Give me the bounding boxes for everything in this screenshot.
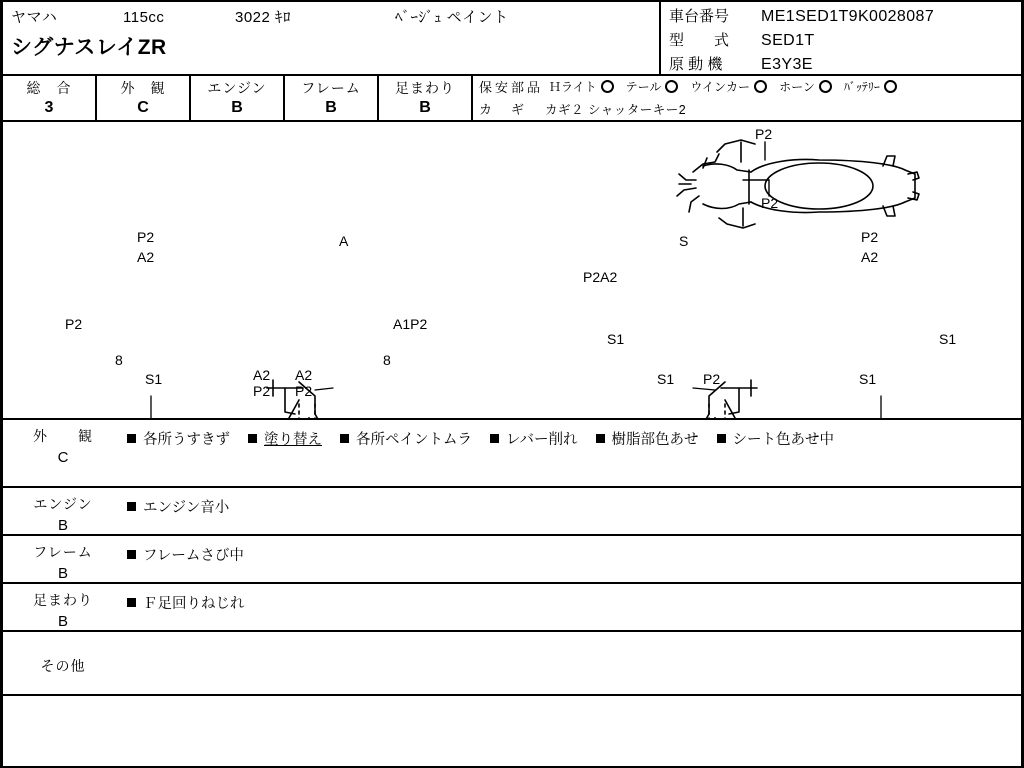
note-row-frame xyxy=(3,536,1021,584)
bullet-square-icon xyxy=(717,434,726,443)
bullet-square-icon xyxy=(127,434,136,443)
note-item-text: レバー削れ xyxy=(506,432,578,448)
note-body-frame xyxy=(123,536,1021,582)
safety-equipment-label: 保安部品 xyxy=(479,80,544,95)
grade-overall-label: 総 合 xyxy=(26,80,72,96)
grade-suspension xyxy=(379,76,473,120)
circle-ok-icon xyxy=(819,80,832,93)
note-item xyxy=(127,592,245,613)
note-row-engine xyxy=(3,488,1021,536)
bullet-square-icon xyxy=(340,434,349,443)
note-category-suspension xyxy=(3,584,123,630)
damage-diagram xyxy=(3,122,1021,420)
header-top-line xyxy=(11,6,659,27)
model-name: シグナスレイZR xyxy=(11,36,167,59)
diagram-label-left-s1: S1 xyxy=(145,371,163,387)
note-blank-body xyxy=(123,696,1021,752)
note-category-appearance xyxy=(3,420,123,486)
note-row-blank xyxy=(3,696,1021,752)
note-body-engine xyxy=(123,488,1021,534)
note-category-other-label: その他 xyxy=(40,658,86,674)
grade-appearance xyxy=(97,76,191,120)
diagram-label-left-a2-mid: A2 xyxy=(253,367,271,383)
grade-frame xyxy=(285,76,379,120)
note-category-engine-label: エンジン xyxy=(33,496,93,512)
note-item-text: 塗り替え xyxy=(264,432,322,448)
bullet-square-icon xyxy=(248,434,257,443)
grade-suspension-label: 足まわり xyxy=(395,80,455,96)
note-row-other xyxy=(3,632,1021,696)
note-item-text: フレームさび中 xyxy=(143,548,244,564)
diagram-label-right-s1-fw: S1 xyxy=(657,371,675,387)
diagram-label-left-a1p2: A1P2 xyxy=(393,316,428,332)
engine-label: 原 動 機 xyxy=(669,56,723,73)
diagram-label-left-rear-p2: P2 xyxy=(65,316,83,332)
note-blank-spacer xyxy=(3,696,123,752)
key-line xyxy=(479,99,1021,118)
grade-frame-label: フレーム xyxy=(301,80,361,96)
engine-value: E3Y3E xyxy=(761,56,813,73)
chassis-number-value: ME1SED1T9K0028087 xyxy=(761,8,935,25)
grade-overall xyxy=(3,76,97,120)
circle-ok-icon xyxy=(754,80,767,93)
diagram-right-side-view xyxy=(643,380,931,418)
grade-engine xyxy=(191,76,285,120)
bullet-square-icon xyxy=(127,502,136,511)
damage-diagram-svg xyxy=(3,122,1021,418)
diagram-label-right-a2: A2 xyxy=(861,249,879,265)
note-body-other xyxy=(123,632,1021,694)
note-body-appearance xyxy=(123,420,1021,486)
safety-item-headlight-label: Ｈライト xyxy=(549,80,597,94)
note-category-appearance-label: 外 観 xyxy=(33,428,93,444)
note-row-appearance xyxy=(3,420,1021,488)
type-value: SED1T xyxy=(761,32,815,49)
safety-equipment-line xyxy=(479,77,1021,96)
engine-row xyxy=(669,53,1021,74)
note-category-engine-grade: B xyxy=(57,517,68,534)
diagram-label-right-p2a2: P2A2 xyxy=(583,269,618,285)
bullet-square-icon xyxy=(127,598,136,607)
diagram-left-side-view xyxy=(93,380,381,418)
grade-overall-value: 3 xyxy=(44,99,54,116)
safety-item-winker-label: ウインカー xyxy=(690,80,751,94)
bullet-square-icon xyxy=(596,434,605,443)
note-item xyxy=(596,428,699,449)
note-item xyxy=(717,428,835,449)
note-item xyxy=(340,428,472,449)
diagram-label-left-a2: A2 xyxy=(137,249,155,265)
header-vehicle-info xyxy=(3,2,661,74)
type-label: 型 式 xyxy=(669,32,730,49)
chassis-number-label: 車台番号 xyxy=(669,8,730,25)
circle-ok-icon xyxy=(601,80,614,93)
maker-name: ヤマハ xyxy=(11,9,58,26)
note-category-engine xyxy=(3,488,123,534)
key-value: カギ２ シャッターキー2 xyxy=(545,102,687,117)
grade-suspension-value: B xyxy=(419,99,431,116)
bullet-square-icon xyxy=(490,434,499,443)
diagram-label-right-s1-front: S1 xyxy=(607,331,625,347)
chassis-number-row xyxy=(669,5,1021,26)
note-item xyxy=(127,496,229,517)
note-category-frame-grade: B xyxy=(57,565,68,582)
note-item-text: 各所うすきず xyxy=(143,432,230,448)
diagram-top-view xyxy=(677,140,919,228)
bullet-square-icon xyxy=(127,550,136,559)
note-item-text: シート色あせ中 xyxy=(732,432,834,448)
circle-ok-icon xyxy=(884,80,897,93)
note-body-suspension xyxy=(123,584,1021,630)
safety-item-taillight xyxy=(626,78,691,95)
grade-appearance-label: 外 観 xyxy=(120,80,166,96)
diagram-label-left-p2-front: P2 xyxy=(295,383,313,399)
diagram-label-top-p2-lower: P2 xyxy=(761,195,779,211)
safety-item-battery-label: ﾊﾞｯﾃﾘｰ xyxy=(843,80,880,94)
grades-row xyxy=(3,76,1021,122)
safety-item-horn-label: ホーン xyxy=(779,80,815,94)
mileage: 3022 ｷﾛ xyxy=(235,9,292,26)
type-row xyxy=(669,29,1021,50)
safety-equipment-items xyxy=(549,78,909,95)
note-category-other xyxy=(3,632,123,694)
note-item-text: エンジン音小 xyxy=(143,500,230,516)
note-item xyxy=(127,544,244,565)
header-identification xyxy=(661,2,1021,74)
safety-item-taillight-label: テール xyxy=(625,80,662,94)
grade-appearance-value: C xyxy=(137,99,149,116)
note-category-frame xyxy=(3,536,123,582)
note-row-suspension xyxy=(3,584,1021,632)
grade-engine-value: B xyxy=(231,99,243,116)
diagram-label-left-8-rear: 8 xyxy=(115,352,123,368)
grade-frame-value: B xyxy=(325,99,337,116)
notes-section xyxy=(3,420,1021,752)
note-item-text: 各所ペイントムラ xyxy=(356,432,472,448)
safety-item-winker xyxy=(690,78,779,95)
diagram-label-top-p2-upper: P2 xyxy=(755,126,773,142)
diagram-label-left-8-front: 8 xyxy=(383,352,391,368)
note-item-text: Ｆ足回りねじれ xyxy=(143,596,245,612)
safety-item-battery xyxy=(844,78,909,95)
note-category-appearance-grade: C xyxy=(57,449,69,466)
key-label: カ ギ xyxy=(479,102,528,117)
safety-item-horn xyxy=(779,78,844,95)
note-item xyxy=(490,428,578,449)
grade-engine-label: エンジン xyxy=(207,80,267,96)
note-item xyxy=(127,428,230,449)
diagram-label-right-p2: P2 xyxy=(861,229,879,245)
diagram-label-left-p2-mid: P2 xyxy=(253,383,271,399)
header xyxy=(3,2,1021,76)
diagram-label-right-s1-rw: S1 xyxy=(859,371,877,387)
displacement: 115cc xyxy=(123,9,165,26)
note-item-text: 樹脂部色あせ xyxy=(611,432,699,448)
diagram-label-left-a2-front: A2 xyxy=(295,367,313,383)
safety-equipment xyxy=(473,76,1021,120)
circle-ok-icon xyxy=(665,80,678,93)
diagram-label-right-s: S xyxy=(679,233,689,249)
safety-item-headlight xyxy=(549,78,626,95)
diagram-label-left-p2: P2 xyxy=(137,229,155,245)
body-color: ﾍﾞｰｼﾞｭ ペイント xyxy=(395,9,509,26)
diagram-label-right-s1-rear: S1 xyxy=(939,331,957,347)
note-category-suspension-label: 足まわり xyxy=(33,592,93,608)
note-category-suspension-grade: B xyxy=(57,613,68,630)
note-category-frame-label: フレーム xyxy=(33,544,93,560)
diagram-label-left-a: A xyxy=(339,233,349,249)
diagram-label-right-p2-mid: P2 xyxy=(703,371,721,387)
note-item xyxy=(248,428,322,449)
